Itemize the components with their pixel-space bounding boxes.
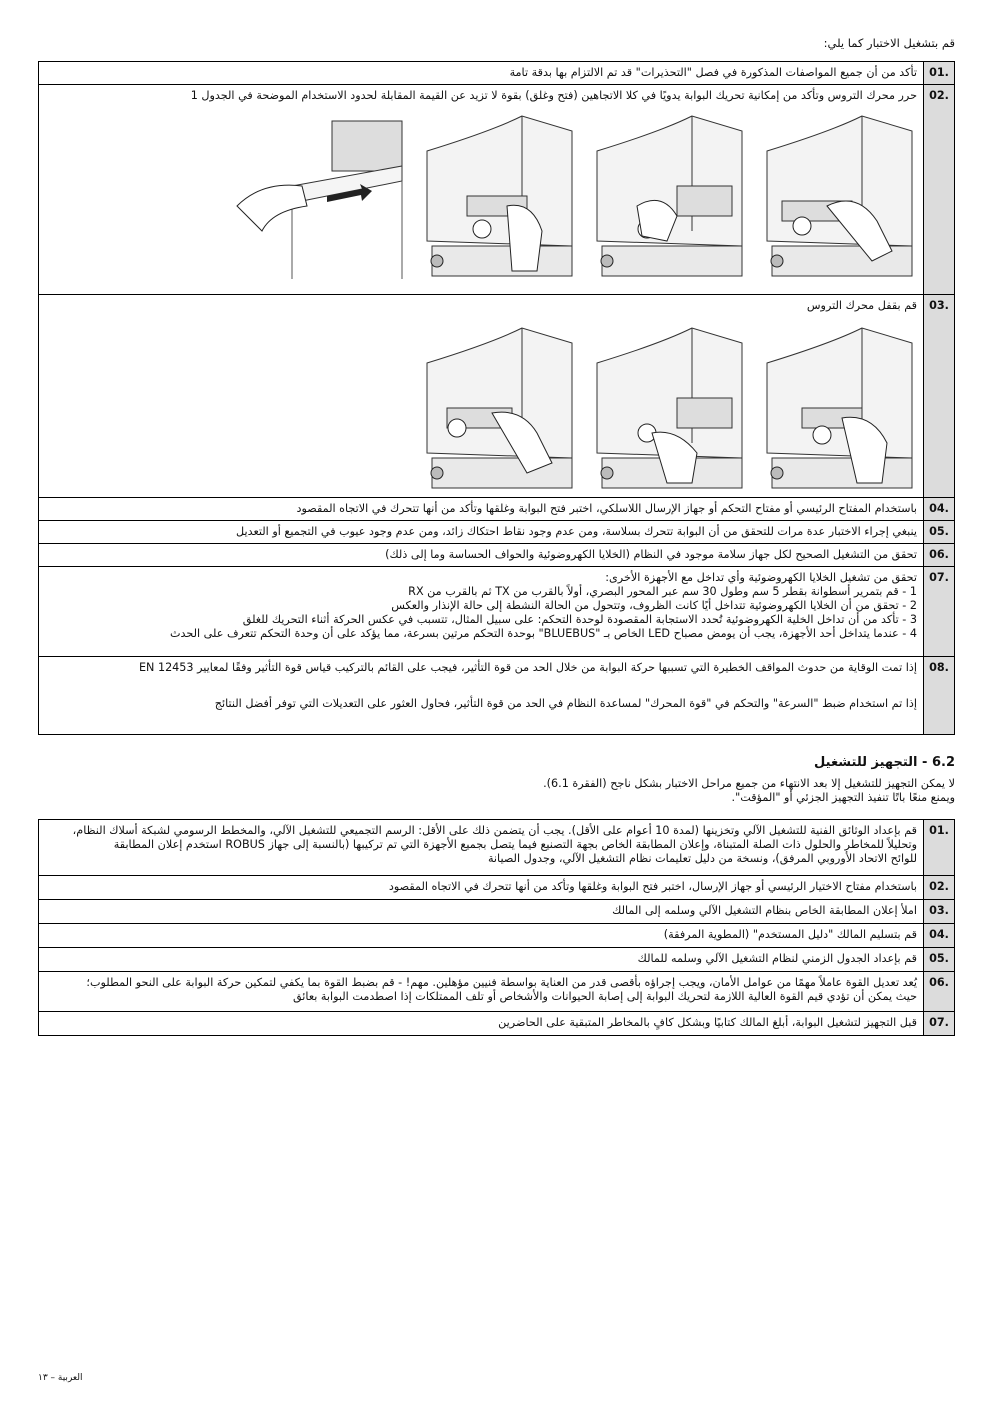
test-step-row <box>39 295 955 498</box>
step-number: .06 <box>924 972 955 1012</box>
step-line: باستخدام مفتاح الاختيار الرئيسي أو جهاز الإرسال، اختبر فتح البوابة وغلقها وتأكد من أنها تتحرك في الاتجاه المقصود <box>39 876 924 900</box>
intro-text: قم بتشغيل الاختبار كما يلي: <box>823 36 955 50</box>
step-number: .06 <box>924 544 955 567</box>
step-number: .04 <box>924 924 955 948</box>
section-paragraph-1: لا يمكن التجهيز للتشغيل إلا بعد الانتهاء من جميع مراحل الاختبار بشكل ناجح (الفقرة 6.1). <box>543 777 955 790</box>
commission-step-row <box>39 948 955 972</box>
sub-item: 1 - قم بتمرير أسطوانة بقطر 5 سم وطول 30 سم عبر المحور البصري، أولاً بالقرب من TX ثم بالقرب من RX <box>408 585 917 598</box>
step-line: املأ إعلان المطابقة الخاص بنظام التشغيل الآلي وسلمه إلى المالك <box>39 900 924 924</box>
step-number: .05 <box>924 521 955 544</box>
lock-figures <box>45 323 917 491</box>
step-text-2: إذا تم استخدام ضبط "السرعة" والتحكم في "قوة المحرك" لمساعدة النظام في الحد من قوة التأثير، فحاول العثور على التعديلات التي توفر أفضل النتائج <box>214 697 917 710</box>
release-figures <box>45 111 917 279</box>
step-line: يُعد تعديل القوة عاملاً مهمًا من عوامل الأمان، ويجب إجراؤه بأقصى قدر من العناية بواسطة فنيين مؤهلين. مهم! - قم بضبط القوة بما يكفي لتمكين حركة البوابة على النحو المطلوب؛ <box>86 976 917 989</box>
step-number: .02 <box>924 876 955 900</box>
step-line: وتحليلاً للمخاطر والحلول ذات الصلة المتبناة، وإعلان المطابقة الخاص بجهة التصنيع فيما يتصل بجميع الأجهزة التي تم تركيبها (بالنسبة إلى جهاز ROBUS استخدم إعلان المطابقة <box>113 838 917 851</box>
manual-gate-push-figure <box>232 111 407 279</box>
commission-step-row <box>39 876 955 900</box>
sub-item: 3 - تأكد من أن تداخل الخلية الكهروضوئية تُحدد الاستجابة المقصودة لوحدة التحكم: على سبيل المثال، تتسبب في عكس الحركة أثناء التحريك للغلق <box>242 613 917 626</box>
step-line: قم بإعداد الوثائق الفنية للتشغيل الآلي وتخزينها (لمدة 10 أعوام على الأقل). يجب أن يتضمن ذلك على الأقل: الرسم التجميعي للتشغيل الآلي، والمخطط الرسومي لشبكة أسلاك النظام، <box>72 824 917 837</box>
motor-release-figure-3 <box>752 111 917 279</box>
motor-lock-figure-3 <box>752 323 917 491</box>
test-step-row <box>39 544 955 567</box>
page-footer: العربية – ١٣ <box>38 1373 83 1383</box>
commission-step-row <box>39 972 955 1012</box>
step-line: قم بتسليم المالك "دليل المستخدم" (المطوية المرفقة) <box>39 924 924 948</box>
step-line: للوائح الاتحاد الأوروبي المرفق)، ونسخة من دليل تعليمات نظام التشغيل الآلي، وجدول الصيانة <box>487 852 917 865</box>
step-line: قم بإعداد الجدول الزمني لنظام التشغيل الآلي وسلمه للمالك <box>39 948 924 972</box>
motor-release-figure-2 <box>582 111 747 279</box>
step-line: حيث يمكن أن تؤدي قيم القوة العالية اللازمة لتحريك البوابة إلى إصابة الحيوانات والأشخاص أو تلف الممتلكات إذا اصطدمت البوابة بعائق <box>292 990 917 1003</box>
step-line: قبل التجهيز لتشغيل البوابة، أبلغ المالك كتابيًا وبشكل كافٍ بالمخاطر المتبقية على الحاضرين <box>39 1012 924 1036</box>
step-text: حرر محرك التروس وتأكد من إمكانية تحريك البوابة يدويًا في كلا الاتجاهين (فتح وغلق) بقوة لا تزيد عن القيمة المقابلة لحدود الاستخدام الموضحة في الجدول 1 <box>190 89 917 102</box>
step-number: .05 <box>924 948 955 972</box>
step-number: .07 <box>924 567 955 657</box>
section-paragraph-2: ويمنع منعًا باتًا تنفيذ التجهيز الجزئي أو "المؤقت". <box>731 791 955 804</box>
motor-lock-figure-1 <box>412 323 577 491</box>
step-number: .03 <box>924 295 955 498</box>
motor-lock-figure-2 <box>582 323 747 491</box>
motor-release-figure-1 <box>412 111 577 279</box>
step-number: .01 <box>924 820 955 876</box>
step-text: تحقق من التشغيل الصحيح لكل جهاز سلامة موجود في النظام (الخلايا الكهروضوئية والحواف الحساسة وما إلى ذلك) <box>39 544 924 567</box>
step-text: إذا تمت الوقاية من حدوث المواقف الخطيرة التي تسببها حركة البوابة من خلال الحد من قوة التأثير، فيجب على القائم بالتركيب قياس قوة التأثير وفقًا لمعايير EN 12453 <box>138 661 917 674</box>
sub-item: 4 - عندما يتداخل أحد الأجهزة، يجب أن يومض مصباح LED الخاص بـ "BLUEBUS" بوحدة التحكم مرتين بسرعة، مما يؤكد على أن وحدة التحكم تتعرف على الحدث <box>169 627 917 640</box>
step-text: تأكد من أن جميع المواصفات المذكورة في فصل "التحذيرات" قد تم الالتزام بها بدقة تامة <box>39 62 924 85</box>
step-number: .07 <box>924 1012 955 1036</box>
step-number: .08 <box>924 657 955 735</box>
sub-item: 2 - تحقق من أن الخلايا الكهروضوئية تتداخل أيًا كانت الظروف، وتتحول من الحالة النشطة إلى حالة الإنذار والعكس <box>391 599 917 612</box>
commission-step-row <box>39 820 955 876</box>
step-number: .02 <box>924 85 955 295</box>
commission-step-row <box>39 924 955 948</box>
step-number: .01 <box>924 62 955 85</box>
test-steps-table <box>38 61 955 735</box>
commission-step-row <box>39 1012 955 1036</box>
step-text: قم بقفل محرك التروس <box>806 299 917 312</box>
test-step-row <box>39 498 955 521</box>
step-text: باستخدام المفتاح الرئيسي أو مفتاح التحكم أو جهاز الإرسال اللاسلكي، اختبر فتح البوابة وغلقها وتأكد من أنها تتحرك في الاتجاه المقصود <box>39 498 924 521</box>
step-number: .03 <box>924 900 955 924</box>
test-step-row <box>39 657 955 735</box>
step-number: .04 <box>924 498 955 521</box>
commission-step-row <box>39 900 955 924</box>
test-step-row <box>39 62 955 85</box>
test-step-row <box>39 567 955 657</box>
commission-steps-table <box>38 819 955 1036</box>
step-text: تحقق من تشغيل الخلايا الكهروضوئية وأي تداخل مع الأجهزة الأخرى: <box>605 571 917 584</box>
section-title: 6.2 - التجهيز للتشغيل <box>814 755 955 770</box>
test-step-row <box>39 521 955 544</box>
test-step-row <box>39 85 955 295</box>
step-text: ينبغي إجراء الاختبار عدة مرات للتحقق من أن البوابة تتحرك بسلاسة، ومن عدم وجود نقاط احتكاك زائد، ومن عدم وجود عيوب في التجميع أو التعديل <box>39 521 924 544</box>
